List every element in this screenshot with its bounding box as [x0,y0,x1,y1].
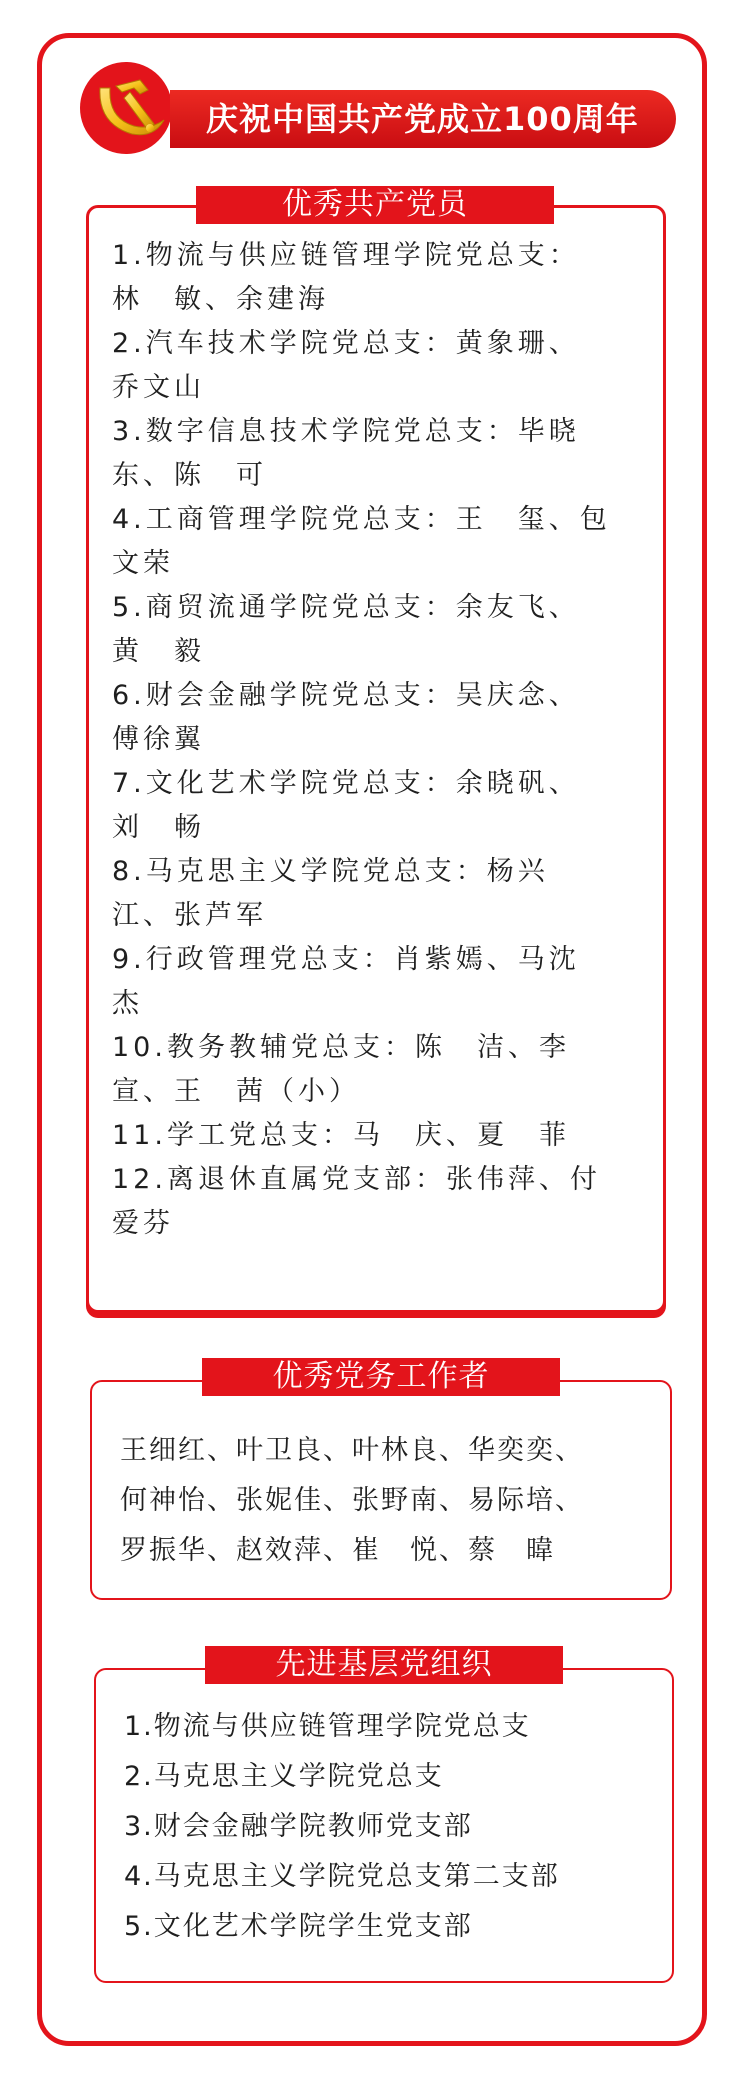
list-item [112,1114,642,1158]
list-item: 5.文化艺术学院学生党支部 [124,1911,473,1942]
list-item: 4.马克思主义学院党总支第二支部 [124,1861,560,1892]
outstanding-members-list [112,234,642,1246]
list-item [112,322,642,410]
list-item [112,762,642,850]
list-item: 3.财会金融学院教师党支部 [124,1811,473,1842]
list-item [112,674,642,762]
list-item-line: 爱芬 [112,1208,174,1239]
list-item-line: 8.马克思主义学院党总支：杨兴 [112,856,549,887]
list-item [112,498,642,586]
list-item-line: 文荣 [112,548,174,579]
list-item: 1.物流与供应链管理学院党总支 [124,1711,531,1742]
list-item [112,410,642,498]
list-item-line: 6.财会金融学院党总支：吴庆念、 [112,680,580,711]
list-item-line: 东、陈 可 [112,460,267,491]
list-item [112,234,642,322]
list-item-line: 5.商贸流通学院党总支：余友飞、 [112,592,580,623]
advanced-organizations-list [124,1702,664,1952]
section-title-outstanding-workers: 优秀党务工作者 [202,1358,560,1396]
list-item-line: 江、张芦军 [112,900,267,931]
list-item [112,1026,642,1114]
list-item-line: 7.文化艺术学院党总支：余晓矾、 [112,768,580,799]
list-item-line: 3.数字信息技术学院党总支：毕晓 [112,416,580,447]
list-item-line: 杰 [112,988,143,1019]
list-item [112,1158,642,1246]
list-item-line: 黄 毅 [112,636,205,667]
list-item-line: 12.离退休直属党支部：张伟萍、付 [112,1164,601,1195]
list-item-line: 乔文山 [112,372,205,403]
section-title-outstanding-members: 优秀共产党员 [196,186,554,224]
list-item-line: 4.工商管理学院党总支：王 玺、包 [112,504,611,535]
party-emblem-icon [70,58,182,158]
list-item-line: 林 敏、余建海 [112,284,329,315]
list-item-line: 宣、王 茜（小） [112,1076,360,1107]
list-item: 罗振华、赵效萍、崔 悦、蔡 暐 [120,1535,555,1566]
list-item-line: 刘 畅 [112,812,205,843]
list-item-line: 1.物流与供应链管理学院党总支： [112,240,580,271]
list-item: 2.马克思主义学院党总支 [124,1761,444,1792]
list-item [112,850,642,938]
list-item: 王细红、叶卫良、叶林良、华奕奕、 [120,1435,584,1466]
list-item-line: 2.汽车技术学院党总支：黄象珊、 [112,328,580,359]
list-item-line: 10.教务教辅党总支：陈 洁、李 [112,1032,570,1063]
list-item [112,938,642,1026]
list-item-line: 11.学工党总支：马 庆、夏 菲 [112,1120,570,1151]
list-item-line: 傅徐翼 [112,724,205,755]
outstanding-workers-list [120,1426,660,1576]
list-item: 何神怡、张妮佳、张野南、易际培、 [120,1485,584,1516]
main-title-banner: 庆祝中国共产党成立100周年 [170,90,676,148]
section-title-advanced-organizations: 先进基层党组织 [205,1646,563,1684]
list-item-line: 9.行政管理党总支：肖紫嫣、马沈 [112,944,580,975]
list-item [112,586,642,674]
